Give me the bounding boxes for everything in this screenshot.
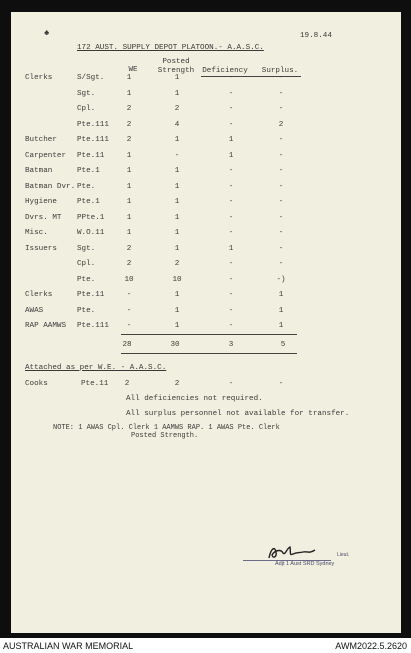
row-deficiency: 1 [228,136,234,144]
row-we: 1 [126,198,132,206]
row-rank: Sgt. [77,90,96,98]
row-deficiency: 1 [228,152,234,160]
row-posted: 1 [174,167,180,175]
row-we: 2 [126,105,132,113]
row-label: Batman Dvr. [25,183,76,191]
row-surplus: - [278,245,284,253]
attached-we: 2 [124,380,130,388]
row-deficiency: - [228,276,234,284]
row-rank: Pte.1 [77,198,100,206]
col-header-surplus: Surplus. [261,67,299,75]
row-rank: Pte. [77,307,96,315]
row-posted: 1 [174,198,180,206]
row-label: Misc. [25,229,48,237]
col-header-posted: Posted Strength [157,58,195,75]
note-surplus: All surplus personnel not available for transfer. [126,410,350,418]
row-posted: 1 [174,245,180,253]
row-label: Butcher [25,136,57,144]
row-posted: 4 [174,121,180,129]
row-deficiency: - [228,121,234,129]
attached-rank: Pte.11 [81,380,109,388]
row-surplus: - [278,198,284,206]
page-mark: ♠ [44,28,50,38]
total-posted: 30 [170,341,180,349]
row-deficiency: - [228,214,234,222]
row-we: 2 [126,245,132,253]
footer-accession: AWM2022.5.2620 [335,641,407,651]
note-posted-line2: Posted Strength. [131,432,199,440]
row-deficiency: - [228,229,234,237]
document-date: 19.8.44 [300,32,332,40]
row-deficiency: 1 [228,245,234,253]
stamp-rank: Lieut. [337,552,350,558]
total-we: 28 [122,341,132,349]
document-title: 172 AUST. SUPPLY DEPOT PLATOON.- A.A.S.C. [77,44,264,52]
row-surplus: 2 [278,121,284,129]
row-we: 10 [124,276,134,284]
row-posted: 10 [172,276,182,284]
row-rank: S/Sgt. [77,74,105,82]
row-surplus: - [278,167,284,175]
row-rank: Pte. [77,276,96,284]
row-posted: 1 [174,90,180,98]
row-rank: Cpl. [77,260,96,268]
footer-institution: AUSTRALIAN WAR MEMORIAL [3,641,134,651]
row-surplus: - [278,90,284,98]
row-we: - [126,291,132,299]
row-we: 1 [126,152,132,160]
row-rank: Cpl. [77,105,96,113]
row-surplus: -) [276,276,286,284]
row-we: 1 [126,167,132,175]
row-rank: Pte.11 [77,152,105,160]
row-posted: 1 [174,74,180,82]
row-label: Hygiene [25,198,57,206]
total-rule-bottom [121,353,297,354]
row-posted: 1 [174,291,180,299]
row-posted: 2 [174,105,180,113]
row-surplus: - [278,214,284,222]
row-surplus: - [278,74,284,82]
row-deficiency: - [228,198,234,206]
row-deficiency: - [228,183,234,191]
row-we: 2 [126,136,132,144]
archive-footer [0,640,411,653]
row-we: 1 [126,74,132,82]
row-label: AWAS [25,307,44,315]
attached-surplus: - [278,380,284,388]
row-we: 2 [126,121,132,129]
attached-deficiency: - [228,380,234,388]
row-we: 1 [126,229,132,237]
row-surplus: 1 [278,322,284,330]
stamp-unit: Adjt 1 Aust SRD Sydney [275,561,335,567]
row-surplus: - [278,105,284,113]
row-rank: W.O.11 [77,229,105,237]
row-deficiency: - [228,322,234,330]
row-label: Clerks [25,74,53,82]
row-posted: 1 [174,183,180,191]
row-surplus: - [278,152,284,160]
row-surplus: - [278,229,284,237]
row-rank: Pte.111 [77,322,109,330]
row-we: 2 [126,260,132,268]
row-posted: - [174,152,180,160]
row-we: 1 [126,90,132,98]
row-label: Issuers [25,245,57,253]
row-we: - [126,307,132,315]
row-surplus: - [278,136,284,144]
row-we: - [126,322,132,330]
row-deficiency: - [228,260,234,268]
row-label: Batman [25,167,53,175]
row-rank: Pte. [77,183,96,191]
row-surplus: 1 [278,291,284,299]
total-deficiency: 3 [228,341,234,349]
row-rank: Pte.111 [77,136,109,144]
col-header-we: WE [128,66,138,74]
row-we: 1 [126,183,132,191]
row-posted: 1 [174,322,180,330]
row-label: Carpenter [25,152,67,160]
row-rank: Sgt. [77,245,96,253]
row-deficiency: - [228,291,234,299]
row-deficiency: - [228,90,234,98]
document-page [11,12,401,633]
row-posted: 1 [174,229,180,237]
row-posted: 2 [174,260,180,268]
row-deficiency: - [228,105,234,113]
row-rank: Pte.11 [77,291,105,299]
row-posted: 1 [174,307,180,315]
row-posted: 1 [174,214,180,222]
row-rank: Pte.111 [77,121,109,129]
row-label: Dvrs. MT [25,214,62,222]
row-we: 1 [126,214,132,222]
row-surplus: - [278,183,284,191]
total-surplus: 5 [280,341,286,349]
row-deficiency: - [228,167,234,175]
row-deficiency: - [228,307,234,315]
row-surplus: 1 [278,307,284,315]
row-rank: Pte.1 [77,167,100,175]
col-header-deficiency: Deficiency [202,67,248,75]
note-posted-line1: NOTE: 1 AWAS Cpl. Clerk 1 AAMWS RAP. 1 AWAS Pte. Clerk [53,424,280,432]
attached-label: Cooks [25,380,48,388]
row-label: RAP AAMWS [25,322,67,330]
row-rank: PPte.1 [77,214,105,222]
row-surplus: - [278,260,284,268]
row-posted: 1 [174,136,180,144]
total-rule-top [121,334,297,335]
attached-posted: 2 [174,380,180,388]
row-label: Clerks [25,291,53,299]
attached-heading: Attached as per W.E. - A.A.S.C. [25,364,167,372]
note-deficiencies: All deficiencies not required. [126,395,263,403]
row-deficiency: - [228,74,234,82]
